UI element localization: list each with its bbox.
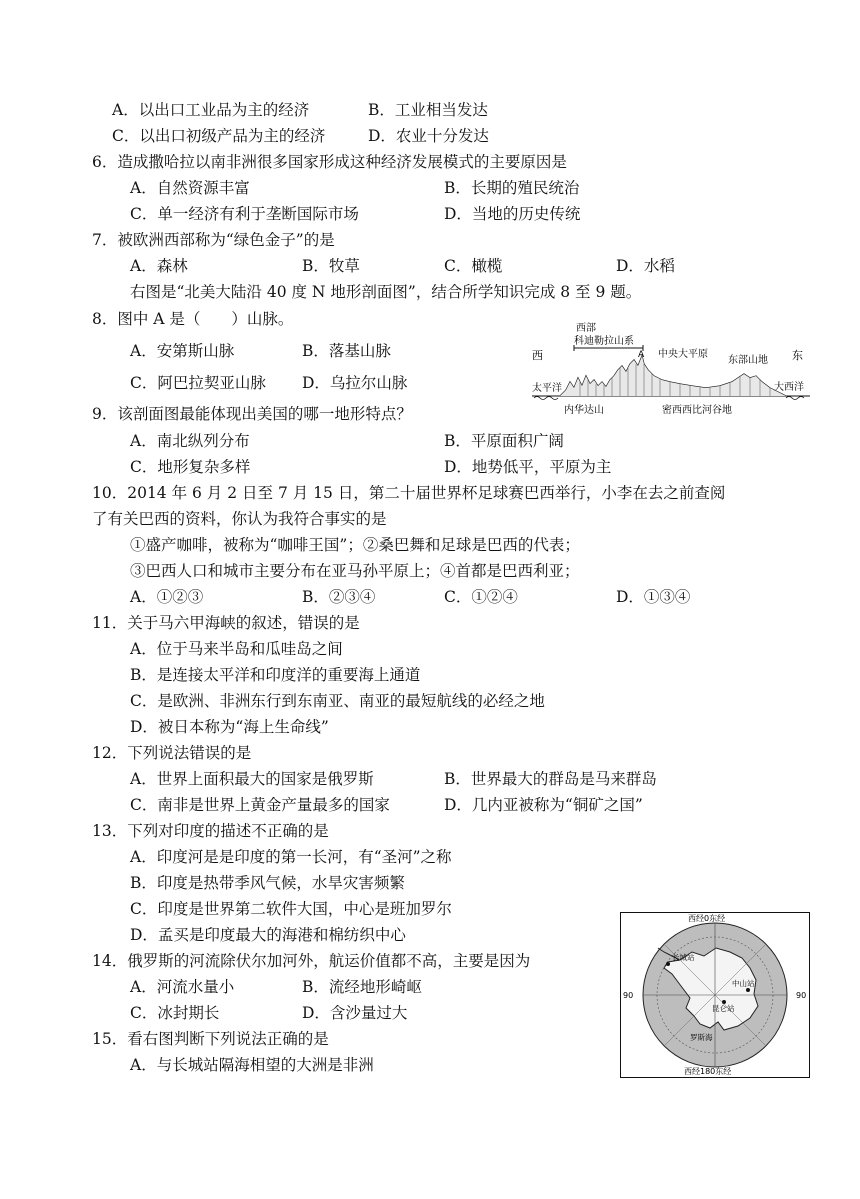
q5-option-b: B．工业相当发达 (368, 101, 488, 119)
great-wall-station-dot (666, 962, 670, 966)
q7-option-c: C．橄榄 (444, 257, 503, 275)
intro-8-9: 右图是“北美大陆沿 40 度 N 地形剖面图”，结合所学知识完成 8 至 9 题。 (130, 283, 642, 301)
q11-option-c: C．是欧洲、非洲东行到东南亚、南亚的最短航线的必经之地 (130, 692, 545, 710)
profile-label-nevada: 内华达山 (564, 405, 604, 416)
q9-stem: 9．该剖面图最能体现出美国的哪一地形特点？ (92, 405, 412, 423)
profile-label-cordillera: 科迪勒拉山系 (574, 336, 634, 347)
q8-option-c: C．阿巴拉契亚山脉 (130, 374, 266, 392)
profile-label-east-mountains: 东部山地 (728, 355, 768, 366)
q11-stem: 11．关于马六甲海峡的叙述，错误的是 (92, 614, 360, 632)
q9-option-c: C．地形复杂多样 (130, 458, 251, 476)
q14-option-c: C．冰封期长 (130, 1004, 220, 1022)
profile-label-pacific: 太平洋 (532, 383, 562, 394)
q6-option-b: B．长期的殖民统治 (444, 179, 580, 197)
profile-label-a: A (638, 350, 645, 360)
q12-option-a: A．世界上面积最大的国家是俄罗斯 (130, 770, 374, 788)
q7-option-d: D．水稻 (616, 257, 675, 275)
q13-option-c: C．印度是世界第二软件大国，中心是班加罗尔 (130, 900, 452, 918)
q14-stem: 14．俄罗斯的河流除伏尔加河外，航运价值都不高，主要是因为 (92, 952, 531, 970)
q9-option-d: D．地势低平，平原为主 (444, 458, 612, 476)
profile-label-mississippi: 密西西比河谷地 (662, 405, 732, 416)
q8-option-d: D．乌拉尔山脉 (302, 374, 408, 392)
antarctica-map (620, 912, 810, 1078)
q7-option-a: A．森林 (130, 257, 188, 275)
q10-option-c: C．①②④ (444, 588, 518, 606)
profile-figure (530, 320, 812, 418)
map-top-label: 西经0东经 (688, 914, 726, 923)
q10-statements-2: ③巴西人口和城市主要分布在亚马孙平原上；④首都是巴西利亚； (130, 562, 580, 580)
map-ross-sea: 罗斯海 (690, 1033, 713, 1042)
profile-east: 东 (792, 349, 803, 362)
q9-option-a: A．南北纵列分布 (130, 432, 250, 450)
map-left-label: 90 (623, 991, 634, 1000)
q13-option-d: D．孟买是印度最大的海港和棉纺织中心 (130, 926, 406, 944)
map-right-label: 90 (796, 991, 807, 1000)
q11-option-a: A．位于马来半岛和瓜哇岛之间 (130, 640, 343, 658)
q14-option-a: A．河流水量小 (130, 978, 235, 996)
map-kunlun: 昆仑站 (712, 1004, 735, 1013)
q10-option-a: A．①②③ (130, 588, 204, 606)
q10-statements-1: ①盛产咖啡，被称为“咖啡王国”；②桑巴舞和足球是巴西的代表； (130, 536, 580, 554)
q9-option-b: B．平原面积广阔 (444, 432, 564, 450)
q8-option-a: A．安第斯山脉 (130, 342, 235, 360)
q6-option-d: D．当地的历史传统 (444, 205, 581, 223)
q11-option-b: B．是连接太平洋和印度洋的重要海上通道 (130, 666, 421, 684)
map-zhongshan: 中山站 (732, 979, 755, 988)
q6-option-c: C．单一经济有利于垄断国际市场 (130, 205, 359, 223)
q12-option-d: D．几内亚被称为“铜矿之国” (444, 796, 643, 814)
pacific-waves (534, 397, 558, 400)
profile-label-plain: 中央大平原 (658, 349, 708, 360)
atlantic-waves (786, 397, 804, 400)
q10-stem-line1: 10．2014 年 6 月 2 日至 7 月 15 日，第二十届世界杯足球赛巴西举行，小李在去之前查阅 (92, 484, 726, 502)
q12-option-c: C．南非是世界上黄金产量最多的国家 (130, 796, 390, 814)
q12-stem: 12．下列说法错误的是 (92, 744, 252, 762)
q14-option-d: D．含沙量过大 (302, 1004, 408, 1022)
profile-label-west-region: 西部 (576, 323, 596, 334)
zhongshan-station-dot (746, 988, 750, 992)
q6-stem: 6．造成撒哈拉以南非洲很多国家形成这种经济发展模式的主要原因是 (92, 153, 567, 171)
q8-option-b: B．落基山脉 (302, 342, 391, 360)
q8-stem: 8．图中 A 是（ ）山脉。 (92, 310, 294, 328)
profile-west: 西 (532, 349, 543, 362)
q14-option-b: B．流经地形崎岖 (302, 978, 422, 996)
q6-option-a: A．自然资源丰富 (130, 179, 250, 197)
q10-option-d: D．①③④ (616, 588, 691, 606)
q11-option-d: D．被日本称为“海上生命线” (130, 718, 329, 736)
q13-option-a: A．印度河是是印度的第一长河，有“圣河”之称 (130, 848, 452, 866)
map-bottom-label: 西经180东经 (684, 1067, 732, 1076)
q7-option-b: B．牧草 (302, 257, 360, 275)
q13-option-b: B．印度是热带季风气候，水旱灾害频繁 (130, 874, 405, 892)
q13-stem: 13．下列对印度的描述不正确的是 (92, 822, 329, 840)
q5-option-c: C．以出口初级产品为主的经济 (112, 127, 326, 145)
q15-option-a: A．与长城站隔海相望的大洲是非洲 (130, 1056, 374, 1074)
q7-stem: 7．被欧洲西部称为“绿色金子”的是 (92, 231, 335, 249)
profile-label-atlantic: 大西洋 (774, 382, 804, 393)
q5-option-d: D．农业十分发达 (368, 127, 489, 145)
q15-stem: 15．看右图判断下列说法正确的是 (92, 1030, 329, 1048)
q10-option-b: B．②③④ (302, 588, 376, 606)
q10-stem-line2: 了有关巴西的资料，你认为我符合事实的是 (92, 510, 387, 528)
map-great-wall: 长城站 (672, 953, 695, 962)
q12-option-b: B．世界最大的群岛是马来群岛 (444, 770, 657, 788)
q5-option-a: A．以出口工业品为主的经济 (112, 101, 310, 119)
